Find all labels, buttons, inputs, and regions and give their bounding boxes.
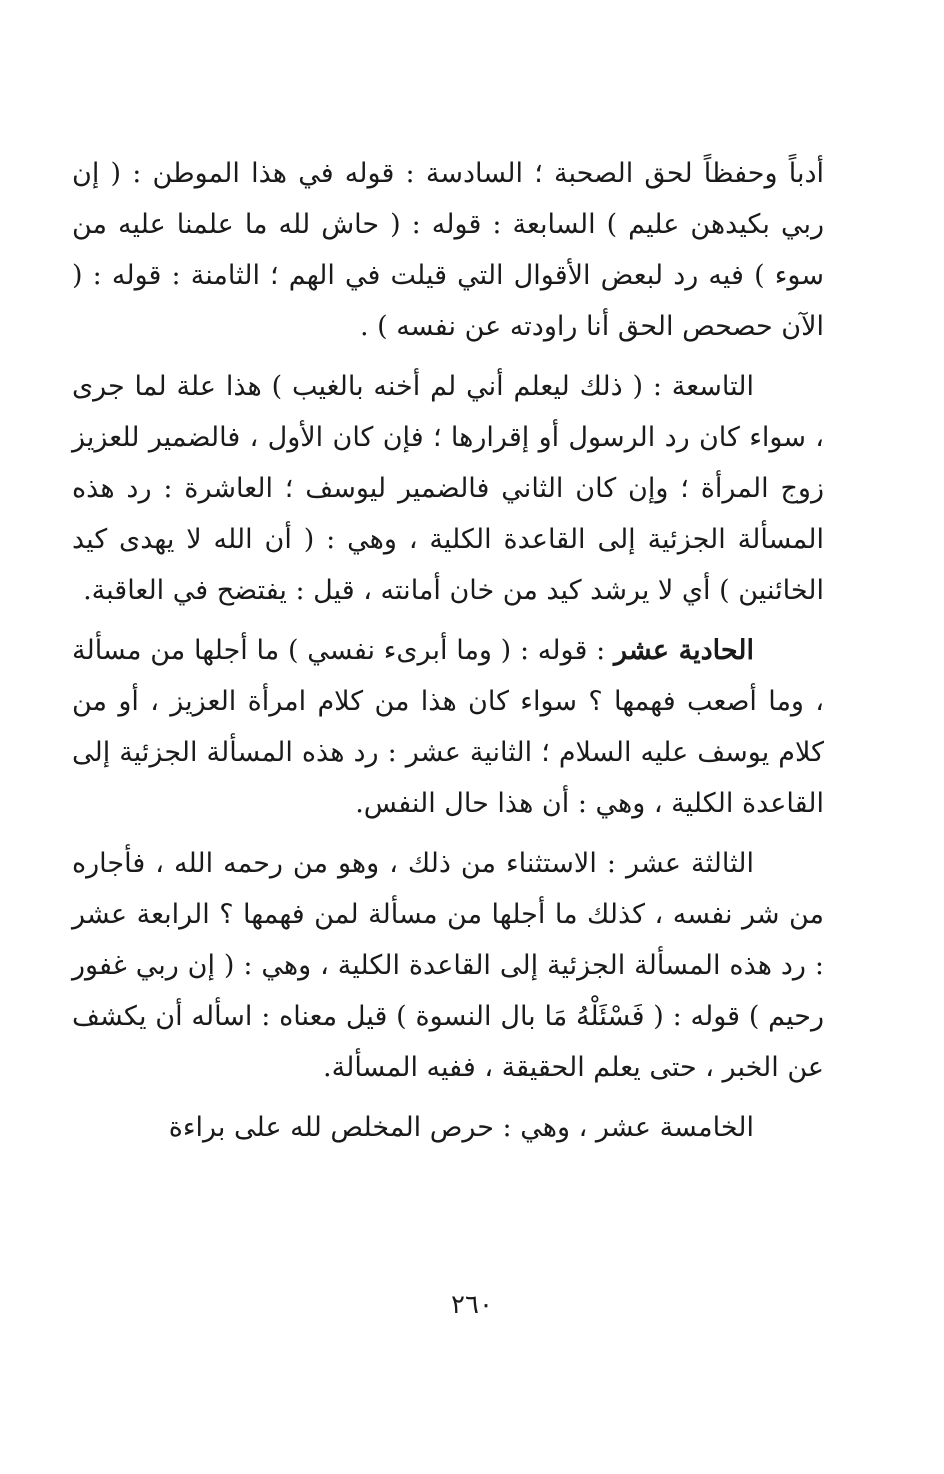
paragraph-1 <box>72 148 824 352</box>
paragraph-5 <box>72 1102 824 1153</box>
body-text <box>72 148 824 1162</box>
paragraph-4-text: الثالثة عشر : الاستثناء من ذلك ، وهو من رحمه الله ، فأجاره من شر نفسه ، كذلك ما أجلها من مسألة لمن فهمها ؟ الرابعة عشر : رد هذه المسألة الجزئية إلى القاعدة الكلية ، وهي : ( إن ربي غفور رحيم ) قوله : ( فَسْئَلْهُ مَا بال النسوة ) قيل معناه : اسأله أن يكشف عن الخبر ، حتى يعلم الحقيقة ، ففيه المسألة. <box>72 848 824 1083</box>
paragraph-3-heading: الحادية عشر <box>613 635 754 666</box>
paragraph-2-text: التاسعة : ( ذلك ليعلم أني لم أخنه بالغيب ) هذا علة لما جرى ، سواء كان رد الرسول أو إقرارها ؛ فإن كان الأول ، فالضمير للعزيز زوج المرأة ؛ وإن كان الثاني فالضمير ليوسف ؛ العاشرة : رد هذه المسألة الجزئية إلى القاعدة الكلية ، وهي : ( أن الله لا يهدى كيد الخائنين ) أي لا يرشد كيد من خان أمانته ، قيل : يفتضح في العاقبة. <box>72 371 824 606</box>
paragraph-3 <box>72 625 824 829</box>
paragraph-3-text: : قوله : ( وما أبرىء نفسي ) ما أجلها من مسألة ، وما أصعب فهمها ؟ سواء كان هذا من كلام امرأة العزيز ، أو من كلام يوسف عليه السلام ؛ الثانية عشر : رد هذه المسألة الجزئية إلى القاعدة الكلية ، وهي : أن هذا حال النفس. <box>72 635 824 819</box>
paragraph-5-text: الخامسة عشر ، وهي : حرص المخلص لله على براءة <box>168 1112 754 1143</box>
paragraph-4 <box>72 838 824 1093</box>
paragraph-1-text: أدباً وحفظاً لحق الصحبة ؛ السادسة : قوله في هذا الموطن : ( إن ربي بكيدهن عليم ) السابعة : قوله : ( حاش لله ما علمنا عليه من سوء ) فيه رد لبعض الأقوال التي قيلت في الهم ؛ الثامنة : قوله : ( الآن حصحص الحق أنا راودته عن نفسه ) . <box>72 158 824 342</box>
page-number: ٢٦٠ <box>451 1290 493 1320</box>
paragraph-2 <box>72 361 824 616</box>
